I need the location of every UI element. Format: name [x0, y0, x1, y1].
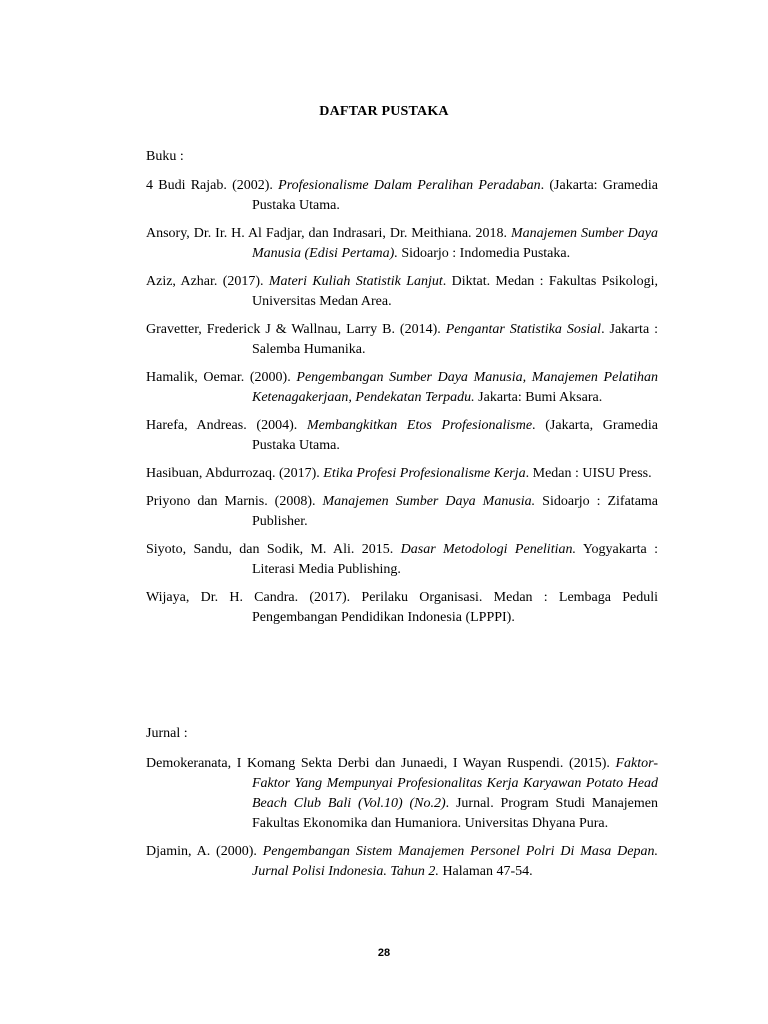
reference-text: Aziz, Azhar. (2017).: [146, 274, 269, 289]
reference-entry: [146, 320, 658, 360]
reference-publisher: Jakarta: Bumi Aksara.: [474, 390, 603, 405]
reference-text: Hasibuan, Abdurrozaq. (2017).: [146, 466, 324, 481]
reference-publisher: Halaman 47-54.: [438, 864, 533, 879]
reference-publisher: . Jakarta : Salemba Humanika.: [252, 322, 658, 357]
reference-title: Faktor-Faktor Yang Mempunyai Profesionalitas Kerja Karyawan Potato Head Beach Club Bali (Vol.10) (No.2): [252, 756, 658, 811]
buku-entries: [146, 176, 658, 636]
reference-publisher: . Diktat. Medan : Fakultas Psikologi, Universitas Medan Area.: [252, 274, 658, 309]
page-title: DAFTAR PUSTAKA: [319, 104, 449, 119]
reference-entry: [146, 754, 658, 834]
reference-title: Materi Kuliah Statistik Lanjut: [268, 274, 443, 289]
reference-title: Etika Profesi Profesionalisme Kerja: [323, 466, 526, 481]
reference-publisher: Yogyakarta : Literasi Media Publishing.: [252, 542, 659, 577]
jurnal-entries: [146, 754, 658, 890]
reference-text: Siyoto, Sandu, dan Sodik, M. Ali. 2015.: [146, 542, 401, 557]
reference-title: Pengembangan Sumber Daya Manusia, Manajemen Pelatihan Ketenagakerjaan, Pendekatan Terpadu.: [252, 370, 658, 405]
reference-entry: [146, 464, 658, 484]
reference-text: Harefa, Andreas. (2004).: [146, 418, 307, 433]
reference-title: Dasar Metodologi Penelitian.: [400, 542, 576, 557]
reference-text: 4 Budi Rajab. (2002).: [146, 178, 279, 193]
reference-publisher: . (Jakarta, Gramedia Pustaka Utama.: [252, 418, 659, 453]
reference-text: Ansory, Dr. Ir. H. Al Fadjar, dan Indrasari, Dr. Meithiana. 2018.: [146, 226, 511, 241]
reference-publisher: . Medan : UISU Press.: [525, 466, 652, 481]
reference-entry: [146, 492, 658, 532]
reference-entry: [146, 272, 658, 312]
reference-publisher: . Jurnal. Program Studi Manajemen Fakultas Ekonomika dan Humaniora. Universitas Dhyana Pura.: [252, 796, 658, 831]
reference-entry: [146, 588, 658, 628]
reference-text: Demokeranata, I Komang Sekta Derbi dan Junaedi, I Wayan Ruspendi. (2015).: [146, 756, 616, 771]
reference-publisher: Sidoarjo : Zifatama Publisher.: [252, 494, 659, 529]
reference-entry: [146, 176, 658, 216]
reference-entry: [146, 224, 658, 264]
reference-title: Pengembangan Sistem Manajemen Personel Polri Di Masa Depan. Jurnal Polisi Indonesia. Tahun 2.: [252, 844, 658, 879]
reference-publisher: . (Jakarta: Gramedia Pustaka Utama.: [252, 178, 658, 213]
reference-title: Manajemen Sumber Daya Manusia (Edisi Pertama).: [252, 226, 658, 261]
reference-text: Wijaya, Dr. H. Candra. (2017). Perilaku Organisasi. Medan : Lembaga Peduli Pengembangan Pendidikan Indonesia (LPPPI).: [146, 590, 658, 625]
reference-title: Manajemen Sumber Daya Manusia.: [322, 494, 536, 509]
reference-text: Hamalik, Oemar. (2000).: [146, 370, 297, 385]
reference-text: Djamin, A. (2000).: [146, 844, 263, 859]
reference-entry: [146, 416, 658, 456]
reference-title: Membangkitkan Etos Profesionalisme: [307, 418, 533, 433]
reference-title: Profesionalisme Dalam Peralihan Peradaban: [278, 178, 541, 193]
section-label-buku: Buku :: [146, 149, 184, 164]
reference-publisher: Sidoarjo : Indomedia Pustaka.: [397, 246, 571, 261]
section-label-jurnal: Jurnal :: [146, 726, 188, 741]
page-number: 28: [377, 947, 391, 959]
reference-text: Priyono dan Marnis. (2008).: [146, 494, 323, 509]
reference-text: Gravetter, Frederick J & Wallnau, Larry B. (2014).: [146, 322, 446, 337]
reference-entry: [146, 842, 658, 882]
reference-title: Pengantar Statistika Sosial: [445, 322, 602, 337]
reference-entry: [146, 368, 658, 408]
reference-entry: [146, 540, 658, 580]
